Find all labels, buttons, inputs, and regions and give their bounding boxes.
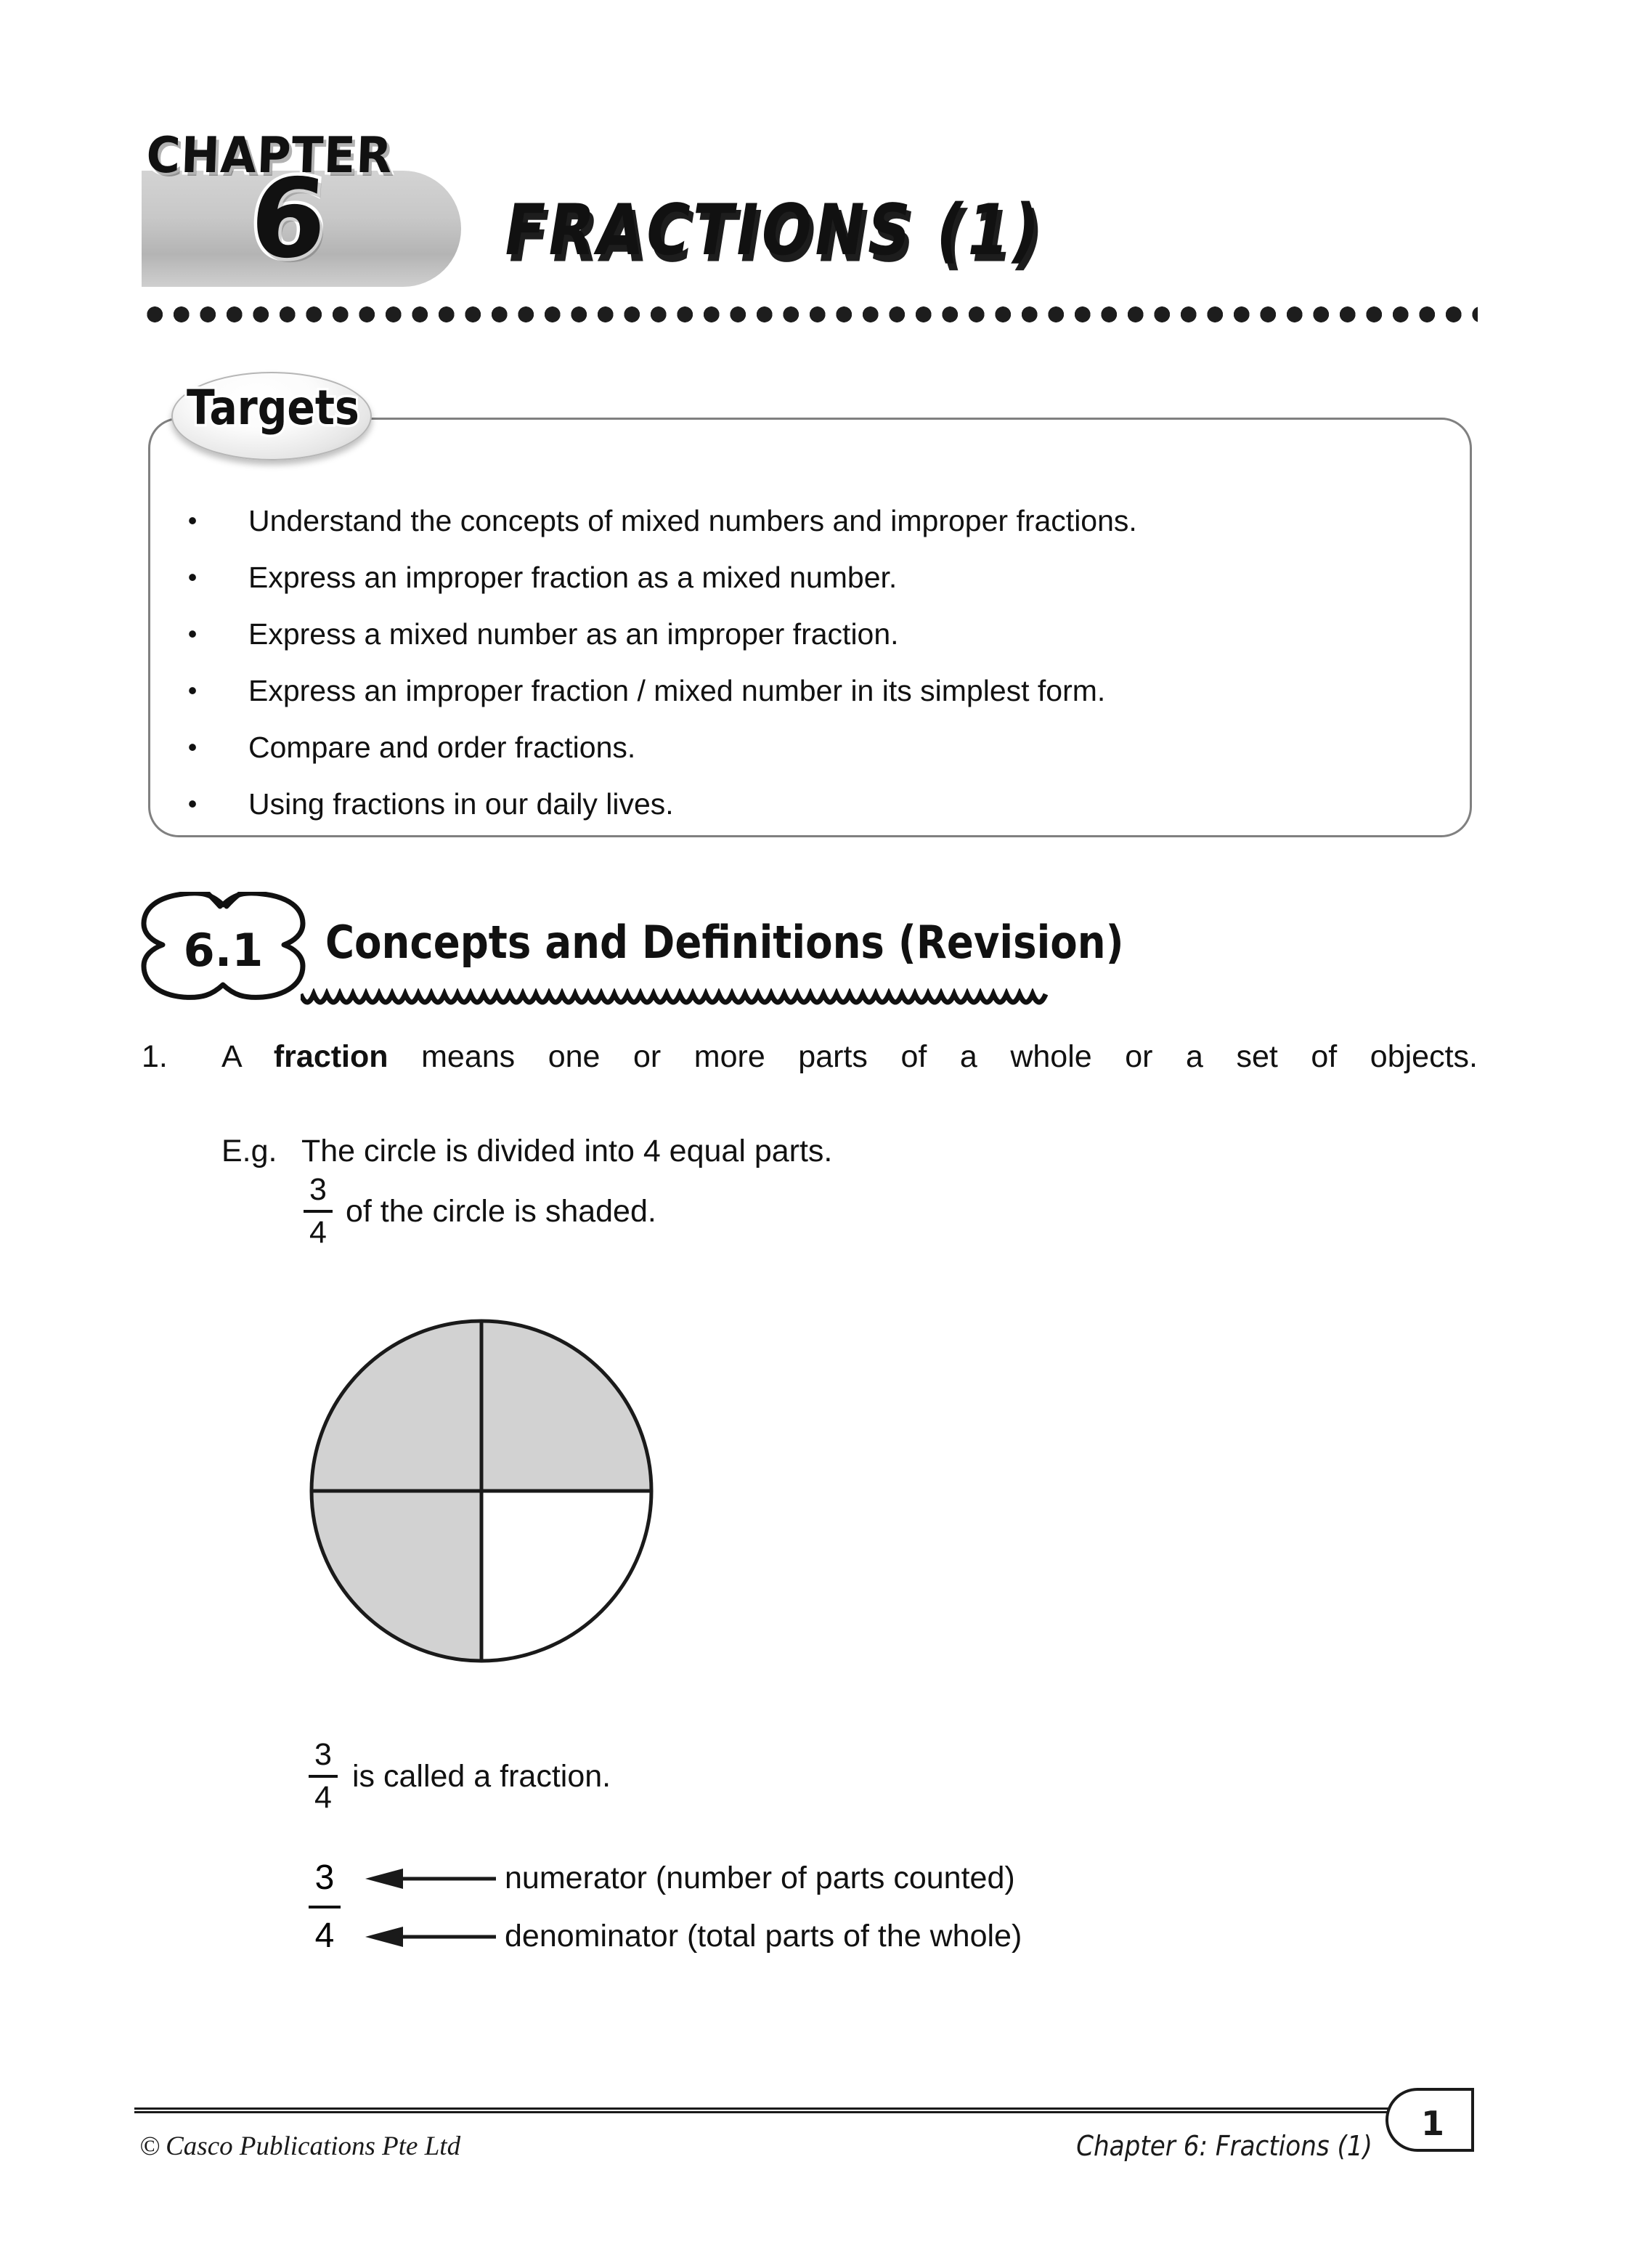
targets-badge [171, 372, 372, 460]
fraction-denominator: 4 [309, 1215, 327, 1250]
targets-badge-label: Targets [187, 380, 359, 436]
section-number-label: 6.1 [183, 924, 264, 977]
wavy-underline [301, 988, 1049, 1013]
fraction-three-quarters [309, 1738, 338, 1815]
list-number: 1. [142, 1039, 168, 1074]
target-list-item [150, 719, 1470, 776]
target-item-label: Express a mixed number as an improper fraction. [248, 617, 899, 651]
copyright-notice [139, 2128, 460, 2166]
fraction-denominator: 4 [314, 1780, 332, 1815]
targets-box [148, 418, 1472, 837]
bullet-icon: • [187, 562, 198, 592]
denominator-callout-label: denominator (total parts of the whole) [505, 1919, 1022, 1954]
bullet-icon: • [187, 619, 198, 649]
fraction-parts-callout [309, 1845, 1325, 1983]
quadrant-top-left-shaded [312, 1321, 481, 1491]
chapter-header [142, 127, 1478, 294]
fraction-numerator: 3 [314, 1737, 332, 1772]
page-number-box-right-edge [1471, 2088, 1474, 2152]
example-line [221, 1129, 832, 1173]
definition-text [221, 1035, 1478, 1078]
bullet-icon: • [187, 732, 198, 762]
target-list-item [150, 662, 1470, 719]
copyright-icon: © [139, 2131, 160, 2161]
targets-list [150, 492, 1470, 832]
example-sentence: The circle is divided into 4 equal parts. [301, 1134, 833, 1168]
quadrant-top-right-shaded [481, 1321, 651, 1491]
called-sentence: is called a fraction. [352, 1758, 611, 1794]
quadrant-bottom-right-unshaded [481, 1491, 651, 1661]
shaded-fraction-line [304, 1173, 656, 1250]
chapter-number-label: 6 [245, 156, 331, 282]
page-number-box [1386, 2088, 1474, 2152]
target-list-item [150, 492, 1470, 549]
definition-text-after: means one or more parts of a whole or a set of objects. [388, 1039, 1478, 1074]
bullet-icon: • [187, 789, 198, 818]
chapter-word-label: CHAPTER [145, 127, 394, 184]
shaded-sentence: of the circle is shaded. [346, 1193, 656, 1229]
denominator-arrow-icon [365, 1926, 496, 1948]
fraction-denominator: 4 [314, 1916, 335, 1955]
fraction-bar [304, 1210, 333, 1213]
target-list-item [150, 776, 1470, 832]
fraction-three-quarters [304, 1173, 333, 1250]
chapter-title-label: FRACTIONS (1) [498, 190, 1049, 272]
section-header [138, 892, 1227, 1030]
numerator-arrow-icon [365, 1868, 496, 1890]
target-list-item [150, 549, 1470, 606]
footer-chapter-reference: Chapter 6: Fractions (1) [1076, 2130, 1372, 2162]
fraction-numerator: 3 [314, 1858, 335, 1897]
definition-keyword: fraction [273, 1039, 388, 1074]
fraction-three-quarters [309, 1850, 341, 1964]
target-item-label: Express an improper fraction as a mixed number. [248, 561, 898, 594]
definition-text-before: A [221, 1039, 274, 1074]
section-title-label: Concepts and Definitions (Revision) [325, 916, 1124, 969]
numerator-callout-label: numerator (number of parts counted) [505, 1861, 1015, 1895]
fraction-circle-diagram [308, 1317, 655, 1664]
page-number-label: 1 [1420, 2104, 1444, 2143]
target-item-label: Understand the concepts of mixed numbers and improper fractions. [248, 504, 1137, 537]
target-item-label: Express an improper fraction / mixed number in its simplest form. [248, 674, 1106, 707]
example-label: E.g. [221, 1134, 277, 1168]
dotted-divider [142, 305, 1478, 324]
quadrant-bottom-left-shaded [312, 1491, 481, 1661]
footer-divider [134, 2107, 1441, 2113]
bullet-icon: • [187, 505, 198, 535]
bullet-icon: • [187, 675, 198, 705]
fraction-numerator: 3 [309, 1172, 327, 1207]
target-list-item [150, 606, 1470, 662]
target-item-label: Compare and order fractions. [248, 731, 636, 764]
target-item-label: Using fractions in our daily lives. [248, 787, 674, 821]
fraction-bar [309, 1775, 338, 1778]
copyright-text: Casco Publications Pte Ltd [166, 2131, 461, 2161]
fraction-named-line [309, 1738, 611, 1815]
